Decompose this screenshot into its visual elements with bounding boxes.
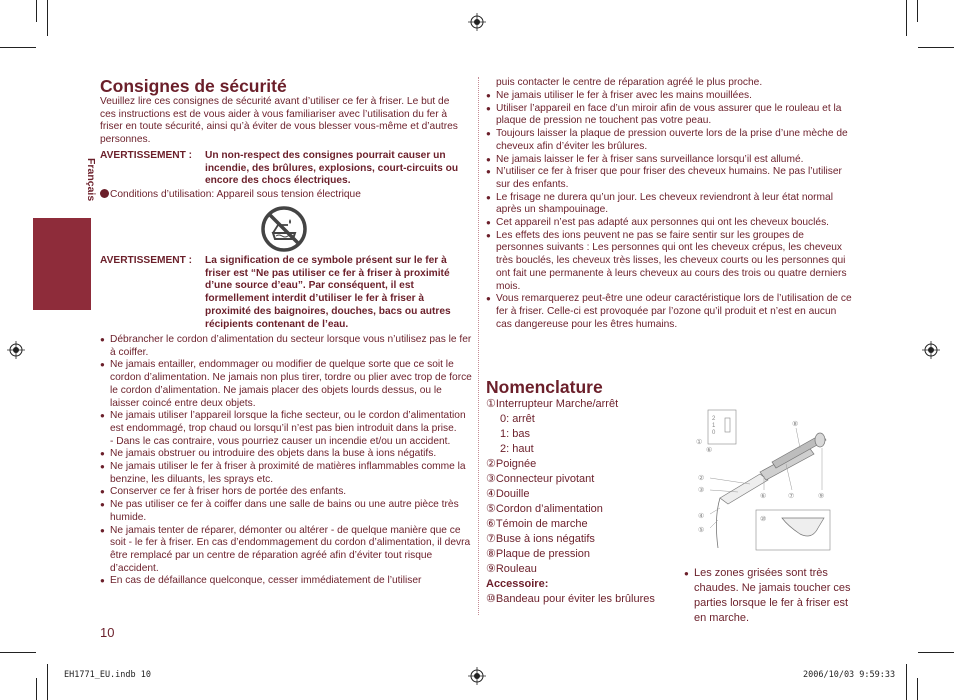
diagram-label: 0 bbox=[712, 430, 716, 436]
diagram-label: ① bbox=[696, 439, 703, 446]
warning-label: AVERTISSEMENT : bbox=[100, 255, 193, 266]
list-item: ● Ne jamais laisser le fer à friser sans surveillance lorsqu’il est allumé. bbox=[486, 154, 854, 167]
list-item: ● Ne jamais utiliser l’appareil lorsque la fiche secteur, ou le cordon d’alimentation est endommagé, trop chaud ou lorsqu’il n’est pas bien introduit dans la prise. bbox=[100, 410, 472, 435]
list-item: ● Ne jamais tenter de réparer, démonter ou altérer - de quelque manière que ce soit - le fer à friser. En cas d’endommagement du cordon d’alimentation, il devra être remplacé par un centre de réparation agréé afin d’éviter tout risque d’accident. bbox=[100, 525, 472, 576]
part-item: ⑥Témoin de marche bbox=[486, 518, 588, 530]
crop-mark bbox=[906, 664, 907, 700]
safety-list-left bbox=[100, 334, 472, 588]
nomenclature-title: Nomenclature bbox=[486, 377, 603, 397]
crop-mark bbox=[36, 0, 37, 22]
page-number: 10 bbox=[100, 625, 115, 640]
list-item: ● Débrancher le cordon d’alimentation du secteur lorsque vous n’utilisez pas le fer à coiffer. bbox=[100, 334, 472, 359]
language-tab bbox=[33, 218, 91, 310]
part-item: ②Poignée bbox=[486, 458, 537, 470]
list-item: ● Ne jamais obstruer ou introduire des objets dans la buse à ions négatifs. bbox=[100, 448, 472, 461]
diagram-label: ⑧ bbox=[792, 421, 799, 428]
conditions-line bbox=[100, 189, 361, 200]
nomenclature-list bbox=[486, 397, 686, 607]
diagram-label: ④ bbox=[698, 513, 705, 520]
safety-intro: Veuillez lire ces consignes de sécurité avant d’utiliser ce fer à friser. Le but de ces instructions est de vous aider à vous familiariser avec l’utilisation du fer à friser en toute sécurité, ainsi qu’à éviter de vous blesser vous-même et d’autres personnes. bbox=[100, 96, 458, 146]
list-item: ● Cet appareil n’est pas adapté aux personnes qui ont les cheveux bouclés. bbox=[486, 217, 854, 230]
diagram-label: ⑤ bbox=[698, 527, 705, 534]
warning-label: AVERTISSEMENT : bbox=[100, 150, 193, 161]
diagram-label: ⑥ bbox=[760, 493, 767, 500]
part-item: ④Douille bbox=[486, 488, 530, 500]
crop-mark bbox=[47, 664, 48, 700]
list-item: ● Les effets des ions peuvent ne pas se faire sentir sur les groupes de personnes suivants : Les personnes qui ont les cheveux crépus, les cheveux très bouclés, les cheveux très lisses, les cheveux courts ou les personnes qui ont fait une permanente à leurs cheveux au cours des trois ou quatre derniers mois. bbox=[486, 230, 854, 294]
warning-text: La signification de ce symbole présent sur le fer à friser est “Ne pas utiliser ce fer à friser à proximité d’une source d’eau”. Par conséquent, il est formellement interdit d’utiliser le fer à friser à proximité des baignoires, douches, bacs ou autres récipients contenant de l’eau. bbox=[205, 255, 451, 330]
conditions-text: Conditions d’utilisation: Appareil sous tension électrique bbox=[110, 189, 361, 200]
diagram-label: ② bbox=[698, 475, 705, 482]
safety-title: Consignes de sécurité bbox=[100, 76, 287, 96]
registration-mark-icon bbox=[468, 13, 486, 31]
list-item: ● Toujours laisser la plaque de pression ouverte lors de la prise d’une mèche de cheveux afin d’éviter les brûlures. bbox=[486, 128, 854, 153]
warning-block bbox=[100, 150, 468, 190]
crop-mark bbox=[0, 652, 36, 653]
switch-setting: 1: bas bbox=[500, 428, 530, 440]
continued-text: puis contacter le centre de réparation agréé le plus proche. bbox=[496, 77, 763, 88]
part-item: ⑦Buse à ions négatifs bbox=[486, 533, 595, 545]
list-item: ● Vous remarquerez peut-être une odeur caractéristique lors de l’utilisation de ce fer à friser. Celle-ci est provoquée par l’ozone qu’il produit et n’est en aucun cas dangereuse pour les êtres humains. bbox=[486, 293, 854, 331]
crop-mark bbox=[47, 0, 48, 36]
list-item: ● En cas de défaillance quelconque, cesser immédiatement de l’utiliser bbox=[100, 575, 472, 588]
diagram-label: 2 bbox=[712, 416, 716, 422]
diagram-label: ③ bbox=[698, 487, 705, 494]
list-item: - Dans le cas contraire, vous pourriez causer un incendie et/ou un accident. bbox=[110, 435, 451, 447]
language-label: Français bbox=[85, 158, 97, 202]
registration-mark-icon bbox=[468, 667, 486, 685]
accessory-label: Accessoire: bbox=[486, 578, 549, 590]
crop-mark bbox=[917, 678, 918, 700]
accessory-item: ⑩Bandeau pour éviter les brûlures bbox=[486, 593, 655, 605]
diagram-label: ⑥ bbox=[706, 447, 713, 454]
registration-mark-icon bbox=[922, 341, 940, 359]
list-item: ● N’utiliser ce fer à friser que pour friser des cheveux humains. Ne pas l’utiliser sur des enfants. bbox=[486, 166, 854, 191]
list-item: ● Ne jamais utiliser le fer à friser à proximité de matières inflammables comme la benzine, les diluants, les sprays etc. bbox=[100, 461, 472, 486]
curling-iron-diagram bbox=[690, 408, 850, 558]
crop-mark bbox=[0, 47, 36, 48]
crop-mark bbox=[906, 0, 907, 36]
crop-mark bbox=[918, 47, 954, 48]
list-item: ● Ne jamais entailler, endommager ou modifier de quelque sorte que ce soit le cordon d’alimentation. Ne jamais non plus tirer, tordre ou plier avec trop de force le cordon d’alimentation. Ne jamais placer des objets lourds dessus, ou le laisser coincé entre deux objets. bbox=[100, 359, 472, 410]
crop-mark bbox=[918, 652, 954, 653]
hot-zone-note: ● Les zones grisées sont très chaudes. Ne jamais toucher ces parties lorsque le fer à friser est en marche. bbox=[684, 566, 854, 626]
diagram-label: 1 bbox=[712, 423, 716, 429]
diagram-label: ⑨ bbox=[818, 493, 825, 500]
safety-list-right bbox=[486, 90, 854, 331]
list-item: ● Utiliser l’appareil en face d’un miroir afin de vous assurer que le rouleau et la plaque de pression ne touchent pas votre peau. bbox=[486, 103, 854, 128]
footer-file: EH1771_EU.indb 10 bbox=[64, 670, 151, 680]
diagram-label: ⑦ bbox=[788, 493, 795, 500]
list-item: ● Ne pas utiliser ce fer à coiffer dans une salle de bains ou une autre pièce très humide. bbox=[100, 499, 472, 524]
list-item: ● Conserver ce fer à friser hors de portée des enfants. bbox=[100, 486, 472, 499]
diagram-label: ⑩ bbox=[760, 516, 767, 523]
list-item: ● Ne jamais utiliser le fer à friser avec les mains mouillées. bbox=[486, 90, 854, 103]
part-item: ③Connecteur pivotant bbox=[486, 473, 595, 485]
list-item: ● Le frisage ne durera qu’un jour. Les cheveux reviendront à leur état normal après un shampouinage. bbox=[486, 192, 854, 217]
registration-mark-icon bbox=[7, 341, 25, 359]
switch-setting: 0: arrêt bbox=[500, 413, 535, 425]
part-item: ⑤Cordon d’alimentation bbox=[486, 503, 603, 515]
part-item: ⑨Rouleau bbox=[486, 563, 537, 575]
footer-timestamp: 2006/10/03 9:59:33 bbox=[803, 670, 896, 680]
no-water-symbol-icon bbox=[260, 205, 308, 253]
column-divider bbox=[478, 77, 479, 615]
crop-mark bbox=[917, 0, 918, 22]
bullet-icon bbox=[100, 189, 109, 198]
switch-setting: 2: haut bbox=[500, 443, 534, 455]
warning-block bbox=[100, 255, 468, 335]
part-item: ⑧Plaque de pression bbox=[486, 548, 591, 560]
crop-mark bbox=[36, 678, 37, 700]
part-item: ①Interrupteur Marche/arrêt bbox=[486, 398, 619, 410]
warning-text: Un non-respect des consignes pourrait causer un incendie, des brûlures, explosions, court-circuits ou encore des chocs électriques. bbox=[205, 150, 459, 187]
